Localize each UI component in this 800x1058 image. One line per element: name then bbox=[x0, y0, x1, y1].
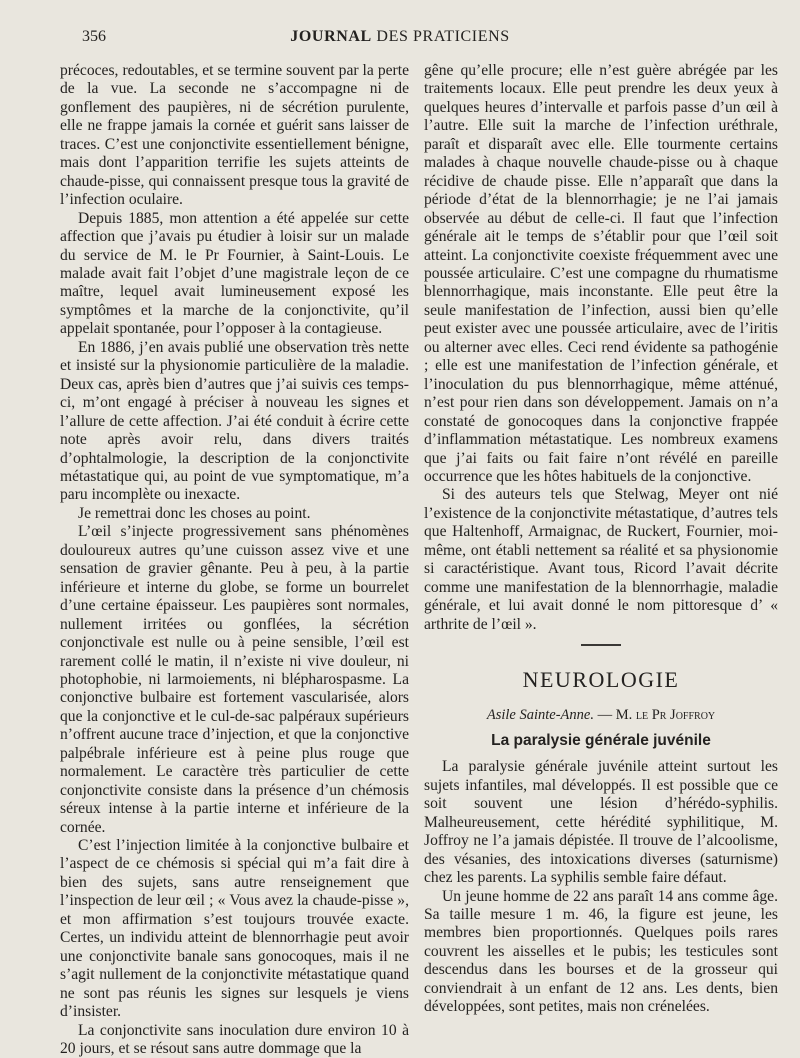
paragraph: Un jeune homme de 22 ans paraît 14 ans comme âge. Sa taille mesure 1 m. 46, la figure est jeune, les membres bien proportionnés. Quelques poils rares couvrent les aisselles et le pubis; les testicules sont descendus dans les bourses et de la grosseur qui conviendrait à un enfant de 12 ans. Les dents, bien développées, sont petites, mais non crénelées. bbox=[424, 887, 778, 1016]
byline-author: — M. le Pr Joffroy bbox=[597, 706, 716, 723]
paragraph: Depuis 1885, mon attention a été appelée sur cette affection que j’avais pu étudier à loisir sur un malade du service de M. le Pr Fournier, à Saint-Louis. Le malade avait fait l’objet d’une magistrale leçon de ce maître, lequel avait lumineusement exposé les symptômes et la marche de la conjonctivite, qu’il appelait spontanée, pour l’opposer à la contagieuse. bbox=[60, 209, 409, 338]
paragraph: En 1886, j’en avais publié une observation très nette et insisté sur la physionomie particulière de la maladie. Deux cas, après bien d’autres que j’ai suivis ces temps-ci, m’ont engagé à préciser à nouveau les signes et l’allure de cette affection. J’ai été conduit à écrire cette note après avoir relu, dans divers traités d’ophtalmologie, la description de la conjonctivite métastatique qui, au point de vue symptomatique, m’a paru incomplète ou inexacte. bbox=[60, 338, 409, 504]
journal-title bbox=[0, 28, 800, 46]
paragraph: L’œil s’injecte progressivement sans phénomènes douloureux autres qu’une cuisson assez vive et une sensation de gravier gênante. Peu à peu, à la partie inférieure et interne du globe, se forme un bourrelet d’une certaine épaisseur. Les paupières sont normales, nullement irritées ou gonflées, la sécrétion conjonctivale est nulle ou à peine sensible, l’œil est rarement collé le matin, il n’existe ni vive douleur, ni photophobie, ni larmoiements, ni blépharospasme. La conjonctive bulbaire est fortement vascularisée, alors que la conjonctive et le cul-de-sac palpéraux supérieurs n’offrent aucune trace d’injection, et que la conjonctive palpébrale inférieure est à peine plus rouge que normalement. Le caractère très particulier de cette conjonctivite consiste dans la présence d’un chémosis séreux intense à la partie interne et inférieure de la cornée. bbox=[60, 523, 409, 836]
page-header bbox=[0, 28, 800, 52]
paragraph: Si des auteurs tels que Stelwag, Meyer ont nié l’existence de la conjonctivite métastatique, d’autres tels que Haltenhoff, Armaignac, de Ruckert, Fournier, moi-même, ont établi nettement sa réalité et sa physionomie si caractéristique. Avant tous, Ricord l’avait décrite comme une manifestation de la blennorrhagie, maladie générale, et lui avait donné le nom pittoresque d’ « arthrite de l’œil ». bbox=[424, 486, 778, 633]
journal-title-bold: JOURNAL bbox=[290, 28, 372, 45]
paragraph: La conjonctivite sans inoculation dure environ 10 à 20 jours, et se résout sans autre dommage que la bbox=[60, 1021, 409, 1058]
paragraph: précoces, redoutables, et se termine souvent par la perte de la vue. La seconde ne s’accompagne ni de gonflement des paupières, ni de sécrétion purulente, elle ne frappe jamais la cornée et guérit sans laisser de traces. C’est une conjonctivite essentiellement bénigne, mais dont l’apparition terrifie les sujets atteints de chaude-pisse, qui connaissent presque tous la gravité de l’infection oculaire. bbox=[60, 62, 409, 209]
article-title: La paralysie générale juvénile bbox=[491, 731, 711, 749]
section-divider bbox=[581, 644, 621, 646]
section-title: NEUROLOGIE bbox=[522, 667, 680, 693]
right-column bbox=[424, 62, 778, 1017]
journal-title-rest: DES PRATICIENS bbox=[376, 28, 510, 45]
byline-place: Asile Sainte-Anne. bbox=[486, 706, 594, 723]
paragraph: gêne qu’elle procure; elle n’est guère abrégée par les traitements locaux. Elle peut prendre les deux yeux à quelques heures d’intervalle et parfois passe d’un œil à l’autre. Elle suit la marche de l’infection uréthrale, paraît et disparaît avec elle. Elle tourmente certains malades à chaque nouvelle chaude-pisse ou à chaque récidive de chaude pisse. Elle n’apparaît que dans la période d’état de la blennorrhagie; je ne l’ai jamais observée au début de celle-ci. Il faut que l’infection générale ait le temps de s’établir pour que l’œil soit atteint. La conjonctivite coexiste fréquemment avec une poussée articulaire. C’est une compagne du rhumatisme blennorrhagique, mais inconstante. Elle peut être la seule manifestation de l’infection, aussi bien qu’elle peut exister avec une poussée articulaire, avec de l’iritis ou alterner avec elles. Ceci rend évidente sa pathogénie ; elle est une manifestation de l’infection générale, et l’inoculation du pus blennorrhagique, même atténué, n’est pour rien dans son développement. Jamais on n’a constaté de gonocoques dans la conjonctive frappée d’inflammation métastatique. Les nombreux examens que j’ai faits ou fait faire n’ont révélé en pareille occurrence que les hôtes habituels de la conjonctive. bbox=[424, 62, 778, 485]
paragraph: La paralysie générale juvénile atteint surtout les sujets infantiles, mal développés. Il est possible que ce soit souvent une lésion d’hérédo-syphilis. Malheureusement, cette hérédité syphilitique, M. Joffroy ne l’a jamais dépistée. Il trouve de l’alcoolisme, des vésanies, des intoxications diverses (saturnisme) chez les parents. La syphilis semble faire défaut. bbox=[424, 758, 778, 887]
paragraph: Je remettrai donc les choses au point. bbox=[78, 504, 311, 522]
left-column bbox=[60, 62, 409, 1058]
article-byline bbox=[424, 706, 778, 724]
page-number: 356 bbox=[82, 28, 106, 45]
paragraph: C’est l’injection limitée à la conjonctive bulbaire et l’aspect de ce chémosis si spécial qui m’a fait dire à bien des sujets, sans autre renseignement que l’inspection de leur œil ; « Vous avez la chaude-pisse », et mon affirmation s’est toujours trouvée exacte. Certes, un individu atteint de blennorrhagie peut avoir une conjonctivite banale sans gonocoques, mais il ne s’agit nullement de la conjonctivite métastatique quand ne sont pas réunis les signes sur lesquels je viens d’insister. bbox=[60, 837, 409, 1021]
